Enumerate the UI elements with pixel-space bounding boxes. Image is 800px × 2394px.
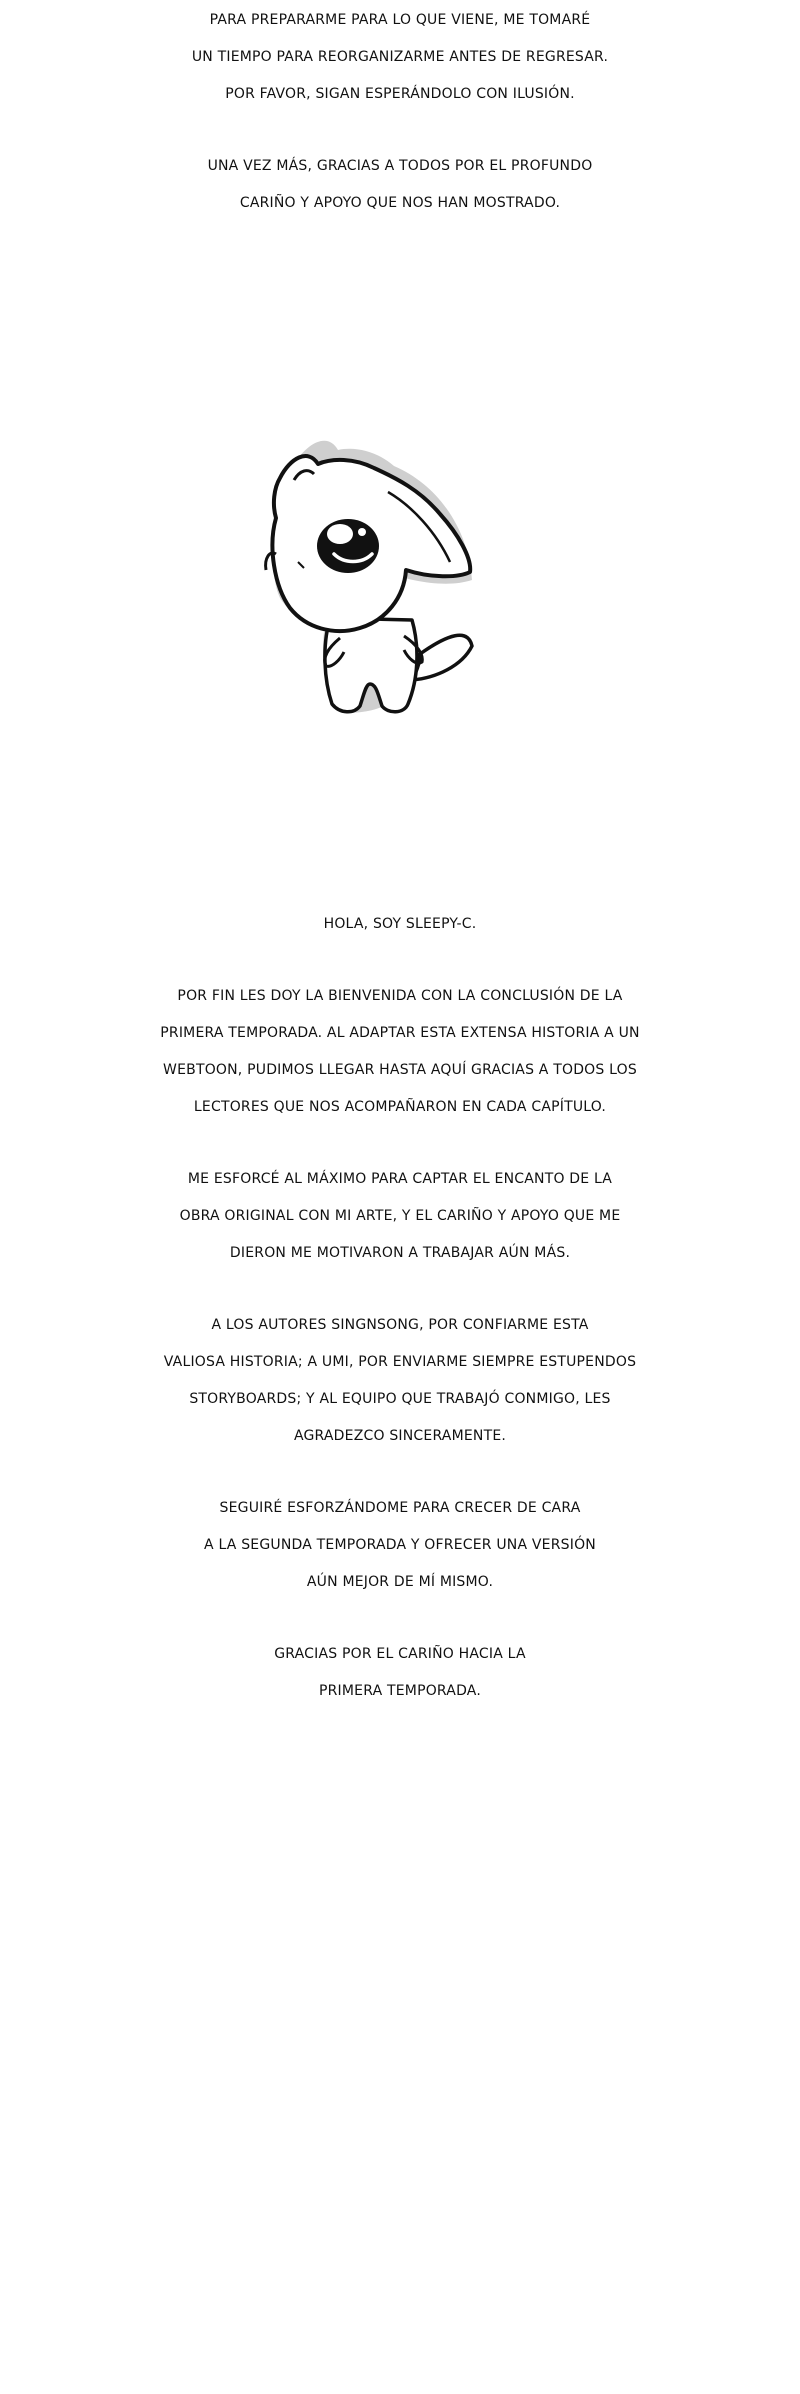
letter-greeting [0,906,800,943]
text-line: STORYBOARDS; Y AL EQUIPO QUE TRABAJÓ CONMIGO, LES [189,1391,611,1407]
letter-paragraph-2 [0,978,800,1126]
top-paragraph-2 [0,148,800,222]
letter-paragraph-3 [0,1161,800,1272]
letter-paragraph-4 [0,1307,800,1455]
text-line: OBRA ORIGINAL CON MI ARTE, Y EL CARIÑO Y APOYO QUE ME [179,1208,621,1224]
text-line: PRIMERA TEMPORADA. AL ADAPTAR ESTA EXTENSA HISTORIA A UN [160,1025,640,1041]
letter-message [0,906,800,1710]
text-line: POR FIN LES DOY LA BIENVENIDA CON LA CONCLUSIÓN DE LA [177,988,623,1004]
text-line: DIERON ME MOTIVARON A TRABAJAR AÚN MÁS. [229,1245,571,1261]
text-line: AGRADEZCO SINCERAMENTE. [293,1428,507,1444]
text-line: HOLA, SOY SLEEPY-C. [323,916,477,932]
text-line: UNA VEZ MÁS, GRACIAS A TODOS POR EL PROFUNDO [207,158,593,174]
text-line: SEGUIRÉ ESFORZÁNDOME PARA CRECER DE CARA [219,1500,581,1516]
text-line: POR FAVOR, SIGAN ESPERÁNDOLO CON ILUSIÓN. [225,86,575,102]
text-line: VALIOSA HISTORIA; A UMI, POR ENVIARME SIEMPRE ESTUPENDOS [163,1354,637,1370]
text-line: A LA SEGUNDA TEMPORADA Y OFRECER UNA VERSIÓN [204,1537,596,1553]
text-line: WEBTOON, PUDIMOS LLEGAR HASTA AQUÍ GRACIAS A TODOS LOS [163,1062,637,1078]
text-line: UN TIEMPO PARA REORGANIZARME ANTES DE REGRESAR. [191,49,609,65]
text-line: LECTORES QUE NOS ACOMPAÑARON EN CADA CAPÍTULO. [193,1099,607,1115]
letter-paragraph-5 [0,1490,800,1601]
text-line: CARIÑO Y APOYO QUE NOS HAN MOSTRADO. [239,195,561,211]
text-line: ME ESFORCÉ AL MÁXIMO PARA CAPTAR EL ENCANTO DE LA [187,1171,613,1187]
text-line: PARA PREPARARME PARA LO QUE VIENE, ME TOMARÉ [209,12,591,28]
text-line: PRIMERA TEMPORADA. [318,1683,481,1699]
text-line: A LOS AUTORES SINGNSONG, POR CONFIARME ESTA [211,1317,589,1333]
text-line: AÚN MEJOR DE MÍ MISMO. [306,1574,494,1590]
letter-closing [0,1636,800,1710]
top-paragraph-1 [0,2,800,113]
top-message [0,2,800,222]
fox-mascot-icon [236,422,576,726]
text-line: GRACIAS POR EL CARIÑO HACIA LA [274,1646,526,1662]
